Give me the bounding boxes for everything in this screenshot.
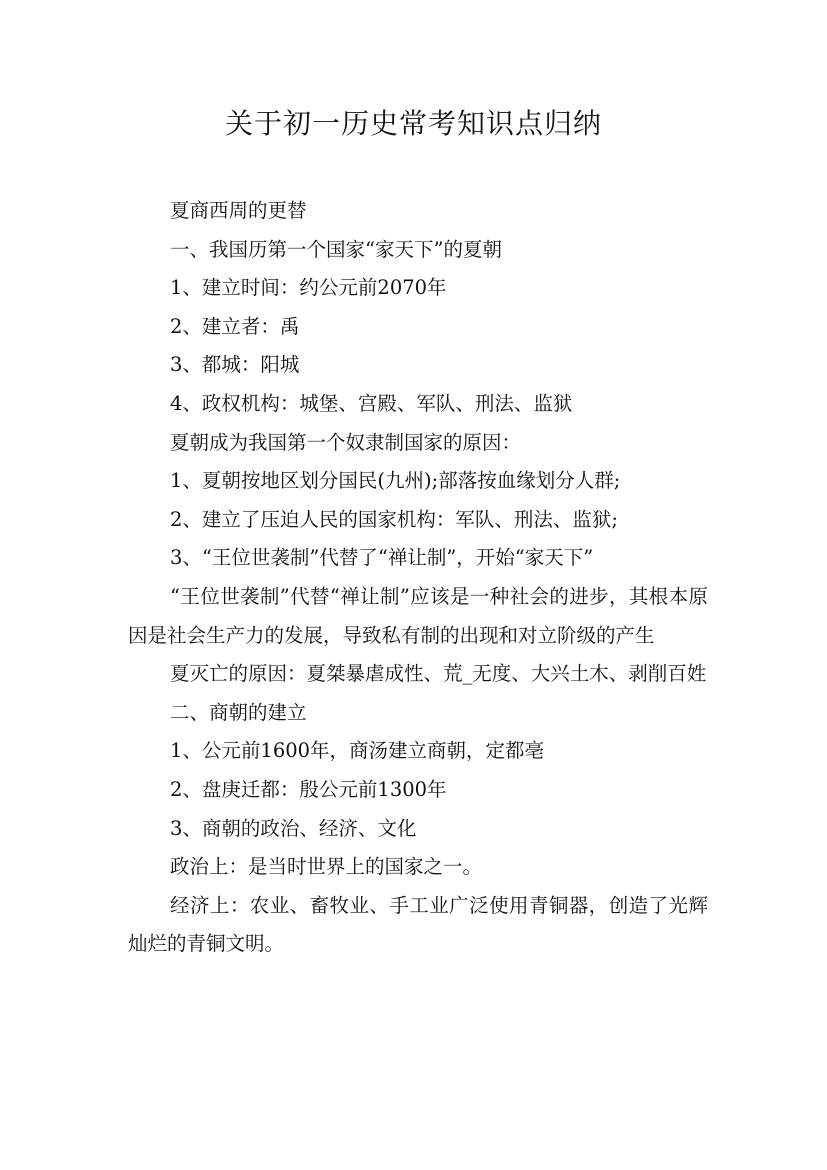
paragraph: 3、商朝的政治、经济、文化	[170, 816, 417, 840]
document-body	[128, 192, 708, 964]
paragraph: 经济上：农业、畜牧业、手工业广泛使用青铜器，创造了光辉灿烂的青铜文明。	[128, 893, 708, 956]
paragraph: 一、我国历第一个国家“家天下”的夏朝	[170, 237, 502, 261]
paragraph: 1、公元前1600年，商汤建立商朝，定都亳	[170, 739, 545, 763]
paragraph: 3、都城：阳城	[170, 353, 300, 377]
paragraph: 夏商西周的更替	[170, 199, 307, 222]
paragraph: 2、盘庚迁都：殷公元前1300年	[170, 777, 447, 801]
paragraph: 夏朝成为我国第一个奴隶制国家的原因：	[170, 430, 522, 454]
paragraph: 3、“王位世袭制”代替了“禅让制”，开始“家天下”	[170, 546, 594, 570]
paragraph: 二、商朝的建立	[170, 700, 307, 724]
paragraph: 政治上：是当时世界上的国家之一。	[170, 855, 483, 879]
paragraph: 2、建立者：禹	[170, 314, 300, 338]
paragraph: 夏灭亡的原因：夏桀暴虐成性、荒_无度、大兴土木、剥削百姓	[170, 662, 707, 686]
paragraph: 1、夏朝按地区划分国民(九州);部落按血缘划分人群;	[170, 469, 621, 493]
document-title: 关于初一历史常考知识点归纳	[224, 107, 602, 140]
paragraph: 4、政权机构：城堡、宫殿、军队、刑法、监狱	[170, 391, 573, 415]
paragraph: 2、建立了压迫人民的国家机构：军队、刑法、监狱;	[170, 507, 618, 531]
paragraph: 1、建立时间：约公元前2070年	[170, 276, 447, 300]
paragraph: “王位世袭制”代替“禅让制”应该是一种社会的进步，其根本原因是社会生产力的发展，导致私有制的出现和对立阶级的产生	[128, 584, 708, 647]
